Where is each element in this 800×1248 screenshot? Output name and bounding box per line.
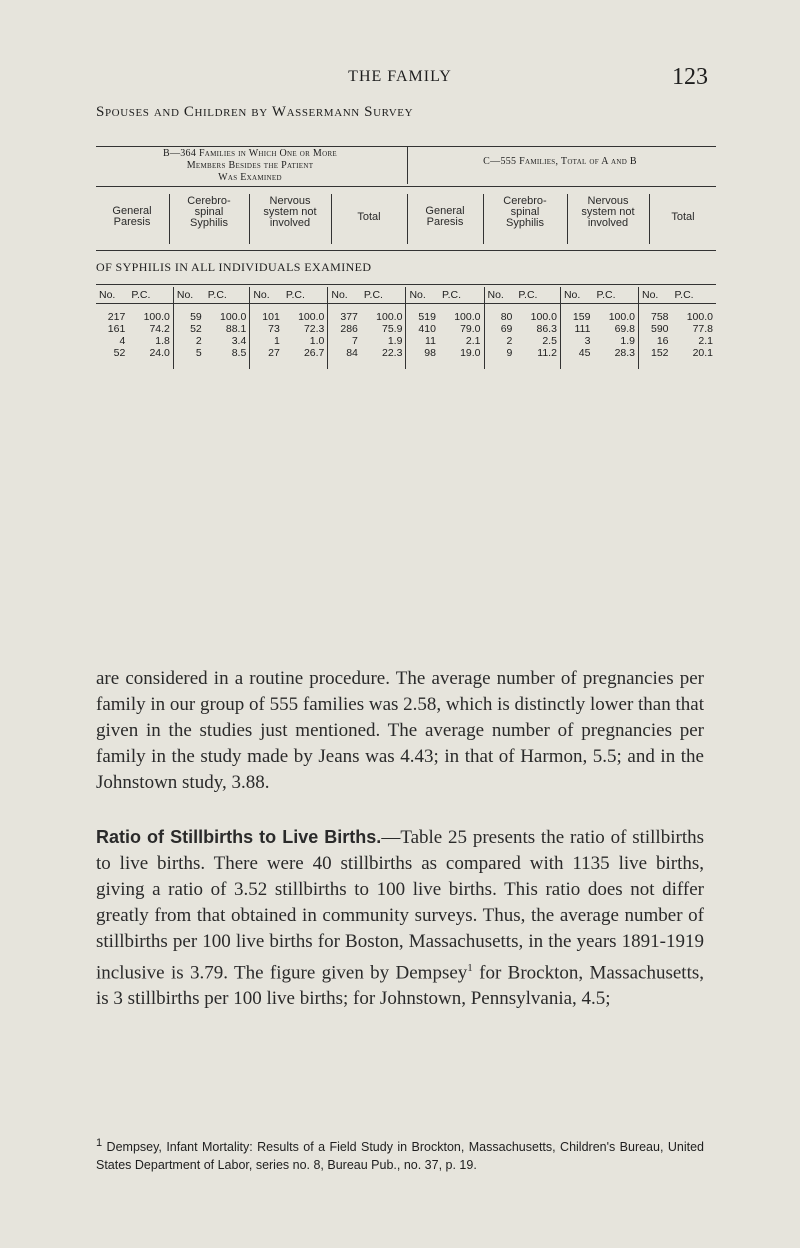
table-cell: 11.2 <box>515 347 560 369</box>
table-cell: 11 <box>425 335 436 347</box>
table-cell: 100.0 <box>205 304 250 324</box>
table-row <box>96 347 716 369</box>
table-cell: 758 <box>650 311 669 323</box>
table-caption: Spouses and Children by Wassermann Survey <box>96 104 414 120</box>
sub-label: Nervous <box>587 195 629 207</box>
paragraph-2-text-b: for Brockton, Massachusetts, is 3 stillbirths per 100 live births; for Johnstown, Pennsylvania, 4.5; <box>96 962 704 1010</box>
col-no: No. <box>484 287 515 304</box>
table-cell: 20.1 <box>692 347 713 359</box>
footnote-ref: 1 <box>467 962 473 974</box>
table-cell: 22.3 <box>361 347 406 369</box>
data-top-rule <box>96 284 716 285</box>
table-cell: 100.0 <box>515 304 560 324</box>
data-body <box>96 304 716 370</box>
table-cell: 69.8 <box>593 323 638 335</box>
table-cell: 100.0 <box>686 311 713 323</box>
table-cell: 161 <box>107 323 126 335</box>
table-cell: 9 <box>506 347 513 359</box>
sub-label: system not <box>581 206 635 218</box>
col-pc: P.C. <box>361 287 406 304</box>
table-cell: 2.1 <box>698 335 713 347</box>
sub-label: involved <box>269 217 311 229</box>
col-no: No. <box>173 287 204 304</box>
table-cell: 1.8 <box>128 335 173 347</box>
paragraph-1: are considered in a routine procedure. The average number of pregnancies per family in our group of 555 families was 2.58, which is distinctly lower than that given in the studies just mentioned. The average number of pregnancies per family in the study made by Jeans was 4.43; in that of Harmon, 5.5; and in the Johnstown study, 3.88. <box>96 668 704 793</box>
sub-label: involved <box>587 217 629 229</box>
table-cell: 3.4 <box>205 335 250 347</box>
section-heading: Ratio of Stillbirths to Live Births. <box>96 827 382 847</box>
table-cell: 73 <box>268 323 280 335</box>
sub-label: Paresis <box>113 216 151 228</box>
table-cell: 8.5 <box>205 347 250 369</box>
table-cell: 52 <box>113 347 126 359</box>
table-cell: 52 <box>190 323 202 335</box>
paragraph-2-text-a: —Table 25 presents the ratio of stillbirths to live births. There were 40 stillbirths as compared with 1135 live births, giving a ratio of 3.52 stillbirths to 100 live births. This ratio does not differ greatly from that obtained in community surveys. Thus, the average number of stillbirths per 100 live births for Boston, Massachusetts, in the years 1891-1919 inclusive is 3.79. The figure given by Dempsey <box>96 827 704 984</box>
col-pc: P.C. <box>515 287 560 304</box>
table-cell: 377 <box>340 311 358 323</box>
footnote <box>96 1134 704 1174</box>
section-label: OF SYPHILIS IN ALL INDIVIDUALS EXAMINED <box>96 260 372 274</box>
sub-label: Cerebro- <box>187 195 231 207</box>
table-cell: 98 <box>424 347 436 359</box>
table-row <box>96 304 716 324</box>
col-pc: P.C. <box>672 287 716 304</box>
table-cell: 88.1 <box>205 323 250 335</box>
table-cell: 3 <box>584 335 591 347</box>
table-cell: 4 <box>119 335 126 347</box>
table-cell: 7 <box>352 335 358 347</box>
footnote-text: Dempsey, Infant Mortality: Results of a Field Study in Brockton, Massachusetts, Children's Bureau, United States Department of Labor, series no. 8, Bureau Pub., no. 37, p. 19. <box>96 1140 704 1173</box>
col-pc: P.C. <box>593 287 638 304</box>
table-cell: 1.0 <box>283 335 328 347</box>
sub-cerebrospinal-b <box>170 196 248 229</box>
paragraph-2 <box>96 824 704 1012</box>
table-cell: 2.1 <box>439 335 484 347</box>
group-divider <box>407 146 408 184</box>
table-cell: 80 <box>500 311 513 323</box>
table-cell: 217 <box>107 311 126 323</box>
table-cell: 286 <box>340 323 358 335</box>
table-cell: 410 <box>418 323 436 335</box>
table-cell: 26.7 <box>283 347 328 369</box>
group-b-header <box>120 148 380 184</box>
table-cell: 59 <box>190 311 202 323</box>
table-cell: 69 <box>500 323 513 335</box>
table-cell: 1.9 <box>361 335 406 347</box>
table-cell: 100.0 <box>593 304 638 324</box>
table-cell: 100.0 <box>128 304 173 324</box>
table-cell: 79.0 <box>439 323 484 335</box>
page-number: 123 <box>672 64 708 90</box>
data-table <box>96 287 716 369</box>
table-cell: 100.0 <box>439 304 484 324</box>
sub-cerebrospinal-c <box>484 196 566 229</box>
table-cell: 2 <box>195 335 202 347</box>
table-cell: 1 <box>273 335 280 347</box>
header-top-rule <box>96 146 716 147</box>
table-row <box>96 335 716 347</box>
col-pc: P.C. <box>283 287 328 304</box>
table-cell: 100.0 <box>361 304 406 324</box>
group-rule <box>96 186 716 187</box>
col-no: No. <box>328 287 361 304</box>
col-pc: P.C. <box>128 287 173 304</box>
sub-label: General <box>112 205 152 217</box>
sub-total-c: Total <box>671 211 695 223</box>
sub-label: Syphilis <box>190 217 228 229</box>
table-cell: 159 <box>572 311 591 323</box>
table-cell: 75.9 <box>361 323 406 335</box>
table-cell: 16 <box>656 335 669 347</box>
col-no: No. <box>639 287 672 304</box>
col-no: No. <box>250 287 283 304</box>
table-cell: 19.0 <box>439 347 484 369</box>
table-cell: 1.9 <box>593 335 638 347</box>
table-cell: 590 <box>650 323 669 335</box>
sub-label: system not <box>263 206 317 218</box>
table-cell: 152 <box>650 347 669 359</box>
col-no: No. <box>406 287 439 304</box>
sub-label: Nervous <box>269 195 311 207</box>
sub-nervous-b <box>250 196 330 229</box>
sub-total-b: Total <box>357 211 381 223</box>
sub-nervous-c <box>568 196 648 229</box>
sub-label: Cerebro- <box>503 195 547 207</box>
table-cell: 519 <box>418 311 436 323</box>
sub-label: Paresis <box>426 216 464 228</box>
footnote-mark: 1 <box>96 1137 103 1149</box>
sub-general-paresis-b <box>96 206 168 228</box>
sub-general-paresis-c <box>410 206 480 228</box>
sub-label: spinal <box>510 206 540 218</box>
group-c-header: C—555 Families, Total of A and B <box>483 156 637 167</box>
table-cell: 84 <box>346 347 358 359</box>
table-cell: 28.3 <box>593 347 638 369</box>
col-no: No. <box>96 287 128 304</box>
table-cell: 100.0 <box>283 304 328 324</box>
group-b-line-2: Members Besides the Patient <box>186 160 314 171</box>
table-cell: 86.3 <box>515 323 560 335</box>
table-cell: 111 <box>574 323 591 335</box>
col-pc: P.C. <box>439 287 484 304</box>
table-cell: 27 <box>268 347 280 359</box>
table-cell: 101 <box>262 311 280 323</box>
table-cell: 2 <box>506 335 513 347</box>
table-cell: 24.0 <box>128 347 173 369</box>
group-b-line-3: Was Examined <box>218 172 282 183</box>
data-header-row <box>96 287 716 304</box>
table-row <box>96 323 716 335</box>
running-title: THE FAMILY <box>348 68 452 85</box>
table-cell: 77.8 <box>692 323 713 335</box>
sub-divider <box>407 194 408 244</box>
sub-label: spinal <box>194 206 224 218</box>
table-cell: 74.2 <box>128 323 173 335</box>
col-no: No. <box>560 287 593 304</box>
sub-bottom-rule <box>96 250 716 251</box>
sub-label: Syphilis <box>506 217 544 229</box>
table-cell: 2.5 <box>515 335 560 347</box>
sub-label: General <box>425 205 465 217</box>
table-cell: 45 <box>578 347 591 359</box>
table-cell: 5 <box>195 347 202 359</box>
col-pc: P.C. <box>205 287 250 304</box>
table-cell: 72.3 <box>283 323 328 335</box>
group-b-line-1: B—364 Families in Which One or More <box>162 148 338 159</box>
